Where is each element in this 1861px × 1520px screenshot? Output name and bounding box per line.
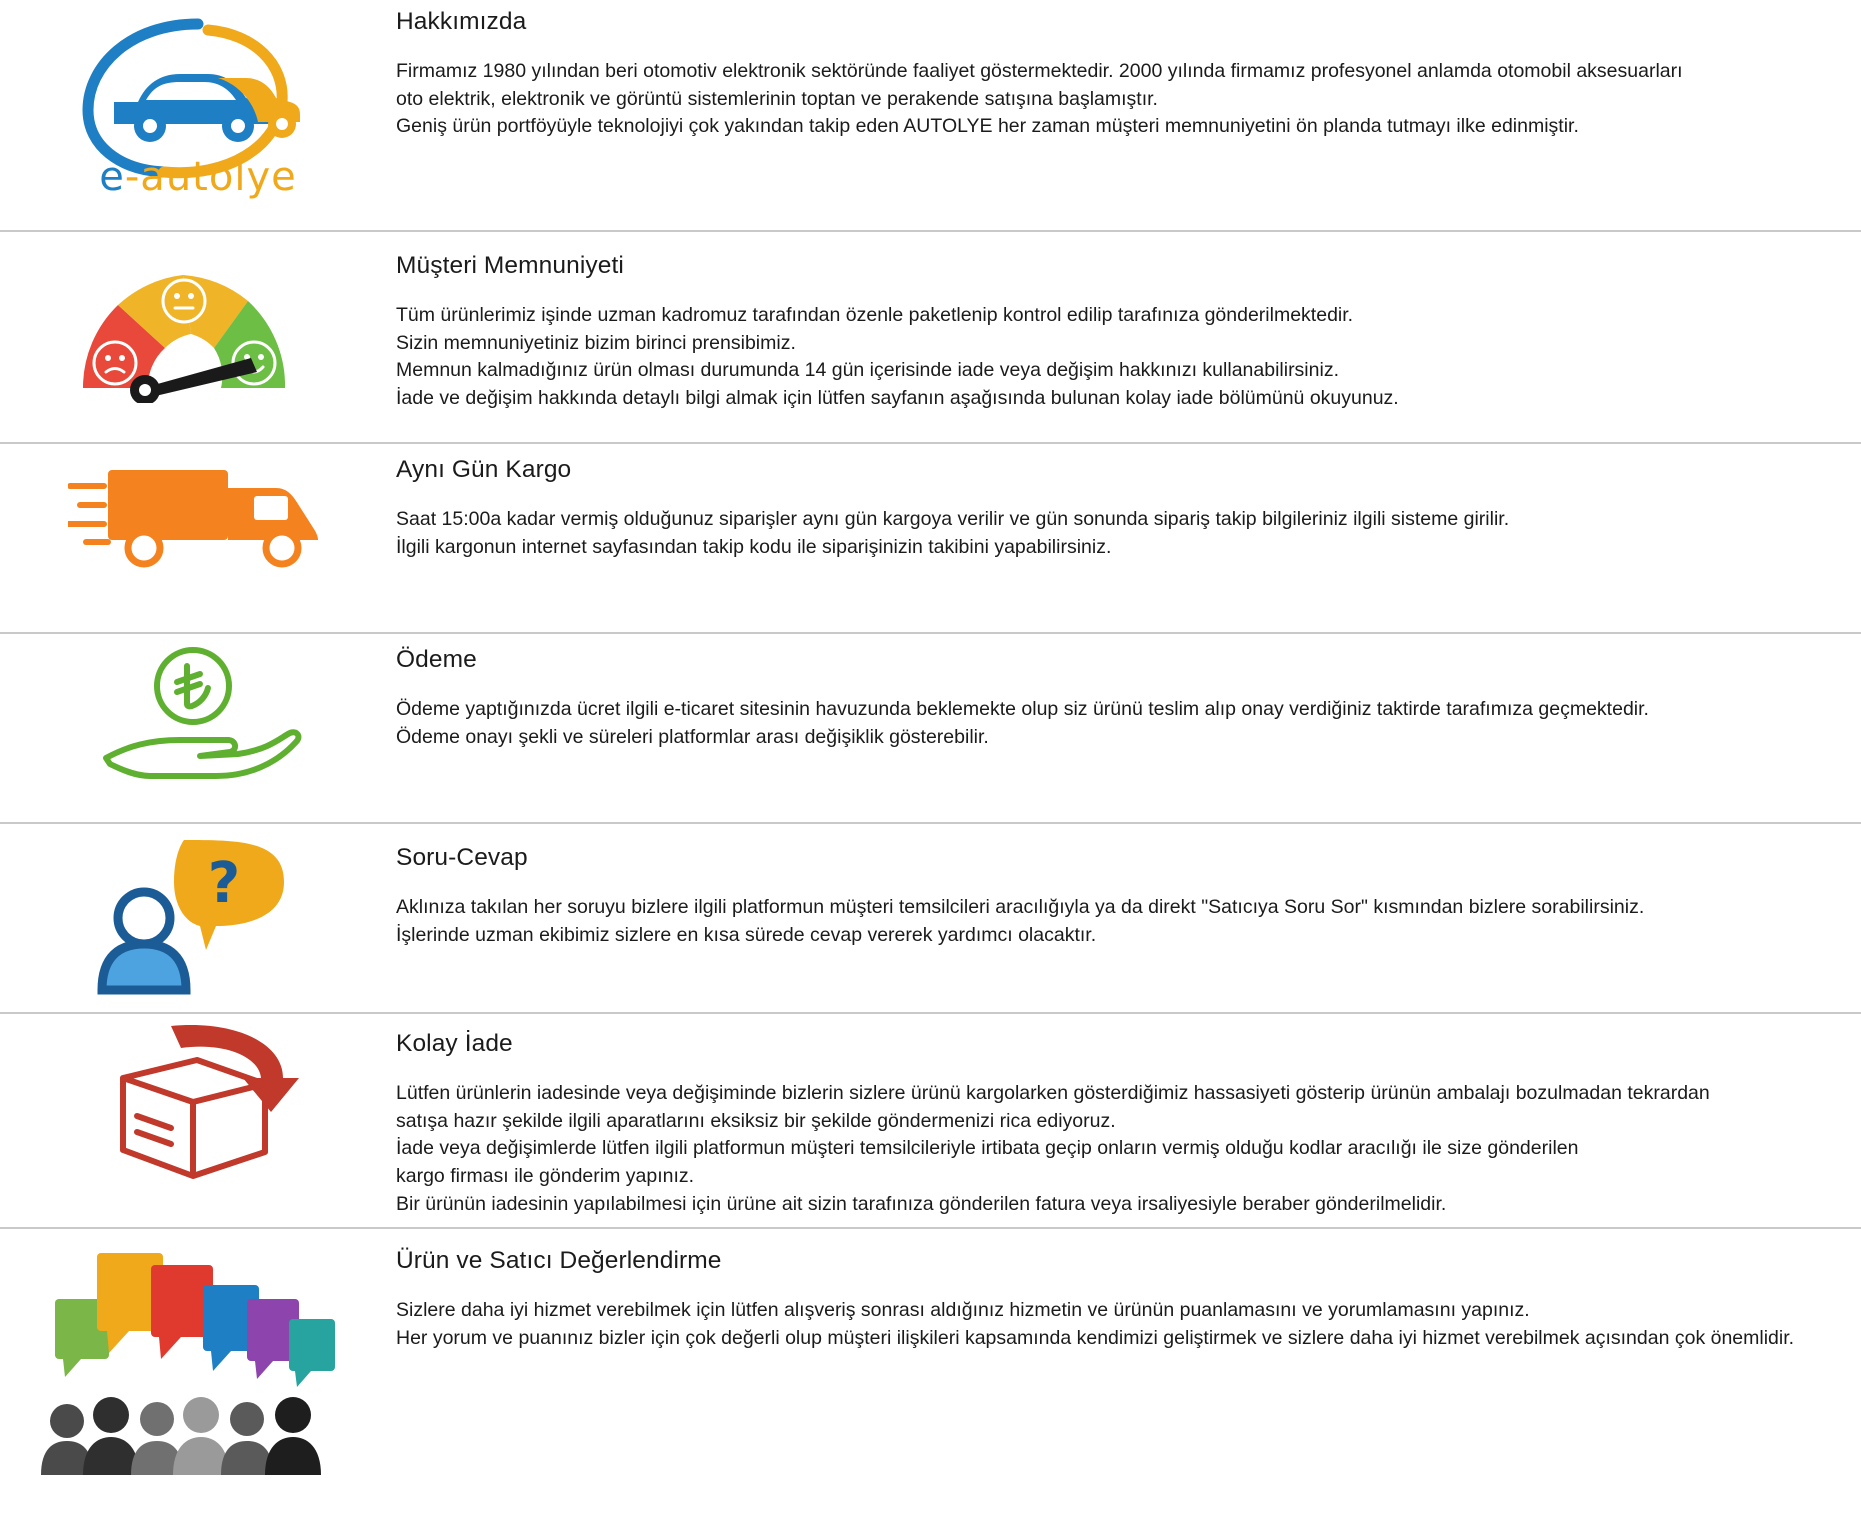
cargo-icon-column — [0, 444, 396, 586]
satisfaction-gauge-icon — [73, 238, 323, 403]
logo-wordmark: e-autolye — [99, 154, 297, 200]
svg-text:?: ? — [207, 851, 241, 916]
satisfaction-icon-column — [0, 232, 396, 409]
about-line-2: oto elektrik, elektronik ve görüntü sistemlerinin toptan ve perakende satışına başlamıştır. — [396, 87, 1158, 110]
qa-title: Soru-Cevap — [396, 844, 528, 871]
about-icon-column — [0, 0, 396, 212]
return-line-4: kargo firması ile gönderim yapınız. — [396, 1165, 695, 1188]
qa-icon-column — [0, 824, 396, 1006]
return-line-1: Lütfen ürünlerin iadesinde veya değişiminde bizlerin sizlere ürünü kargolarken gösterdiğimiz hassasiyeti gösterip ürünün ambalajı bozulmadan tekrardan — [396, 1082, 1710, 1104]
review-title: Ürün ve Satıcı Değerlendirme — [396, 1247, 722, 1274]
cargo-line-2: İlgili kargonun internet sayfasından takip kodu ile siparişinizin takibini yapabilirsiniz. — [396, 535, 1112, 558]
section-about — [0, 0, 1861, 232]
reviews-people-icon — [33, 1235, 363, 1475]
section-product-seller-review — [0, 1229, 1861, 1520]
section-customer-satisfaction — [0, 232, 1861, 444]
car-logo-icon — [68, 6, 328, 206]
return-title: Kolay İade — [396, 1030, 513, 1057]
review-icon-column — [0, 1229, 396, 1481]
satisfaction-text-column — [396, 232, 1861, 413]
about-line-3: Geniş ürün portföyüyle teknolojiyi çok yakından takip eden AUTOLYE her zaman müşteri memnuniyetini ön planda tutmayı ilke edinmiştir. — [396, 115, 1579, 138]
about-body — [396, 58, 1821, 141]
cargo-title: Aynı Gün Kargo — [396, 456, 572, 483]
satisfaction-line-4: İade ve değişim hakkında detaylı bilgi almak için lütfen sayfanın aşağısında bulunan kolay iade bölümünü okuyunuz. — [396, 387, 1399, 410]
return-icon-column — [0, 1014, 396, 1186]
return-line-2: satışa hazır şekilde ilgili aparatlarını eksiksiz bir şekilde göndermenizi rica ediyoruz. — [396, 1109, 1116, 1132]
return-text-column — [396, 1014, 1861, 1218]
payment-line-2: Ödeme onayı şekli ve süreleri platformlar arası değişiklik gösterebilir. — [396, 725, 989, 748]
qa-text-column — [396, 824, 1861, 949]
qa-line-1: Aklınıza takılan her soruyu bizlere ilgili platformun müşteri temsilcileri aracılığıyla ya da direkt "Satıcıya Soru Sor" kısmından bizlere sorabilirsiniz. — [396, 896, 1645, 918]
review-text-column — [396, 1229, 1861, 1352]
satisfaction-line-2: Sizin memnuniyetiniz bizim birinci prensibimiz. — [396, 331, 796, 354]
section-payment — [0, 634, 1861, 824]
review-body — [396, 1297, 1821, 1352]
return-body — [396, 1080, 1821, 1218]
review-line-1: Sizlere daha iyi hizmet verebilmek için lütfen alışveriş sonrası aldığınız hizmetin ve ürünün puanlamasını ve yorumlamasını yapınız. — [396, 1299, 1530, 1321]
payment-line-1: Ödeme yaptığınızda ücret ilgili e-ticaret sitesinin havuzunda beklemekte olup siz ürünü teslim alıp onay verdiğiniz taktirde tarafımıza geçmektedir. — [396, 698, 1649, 720]
about-line-1: Firmamız 1980 yılından beri otomotiv elektronik sektöründe faaliyet göstermektedir. 2000 yılında firmamız profesyonel anlamda otomobil aksesuarları — [396, 60, 1683, 82]
payment-title: Ödeme — [396, 646, 477, 673]
payment-body — [396, 696, 1821, 751]
satisfaction-body — [396, 302, 1821, 413]
section-question-answer — [0, 824, 1861, 1014]
qa-body — [396, 894, 1821, 949]
satisfaction-line-1: Tüm ürünlerimiz işinde uzman kadromuz tarafından özenle paketlenip kontrol edilip tarafınıza gönderilmektedir. — [396, 304, 1354, 326]
lira-hand-payment-icon — [88, 640, 308, 790]
cargo-text-column — [396, 444, 1861, 561]
review-line-2: Her yorum ve puanınız bizler için çok değerli olup müşteri ilişkileri kapsamında kendimizi geliştirmek ve sizlere daha iyi hizmet verebilmek açısından çok önemlidir. — [396, 1326, 1795, 1349]
return-line-5: Bir ürünün iadesinin yapılabilmesi için ürüne ait sizin tarafınıza gönderilen fatura veya irsaliyesiyle beraber gönderilmelidir. — [396, 1192, 1447, 1215]
cargo-line-1: Saat 15:00a kadar vermiş olduğunuz siparişler aynı gün kargoya verilir ve gün sonunda sipariş takip bilgileriniz ilgili sisteme girilir. — [396, 508, 1510, 530]
delivery-truck-icon — [68, 450, 328, 580]
about-title: Hakkımızda — [396, 8, 527, 35]
return-box-icon — [93, 1020, 303, 1180]
cargo-body — [396, 506, 1821, 561]
return-line-3: İade veya değişimlerde lütfen ilgili platformun müşteri temsilcileriyle irtibata geçip onların vermiş olduğu kodlar aracılığı ile size gönderilen — [396, 1137, 1579, 1160]
satisfaction-line-3: Memnun kalmadığınız ürün olması durumunda 14 gün içerisinde iade veya değişim hakkınızı kullanabilirsiniz. — [396, 359, 1339, 382]
qa-line-2: İşlerinde uzman ekibimiz sizlere en kısa sürede cevap vererek yardımcı olacaktır. — [396, 923, 1097, 946]
question-answer-icon — [88, 830, 308, 1000]
satisfaction-title: Müşteri Memnuniyeti — [396, 252, 624, 279]
payment-icon-column — [0, 634, 396, 796]
about-text-column — [396, 0, 1861, 141]
section-same-day-shipping — [0, 444, 1861, 634]
section-easy-return — [0, 1014, 1861, 1229]
payment-text-column — [396, 634, 1861, 751]
